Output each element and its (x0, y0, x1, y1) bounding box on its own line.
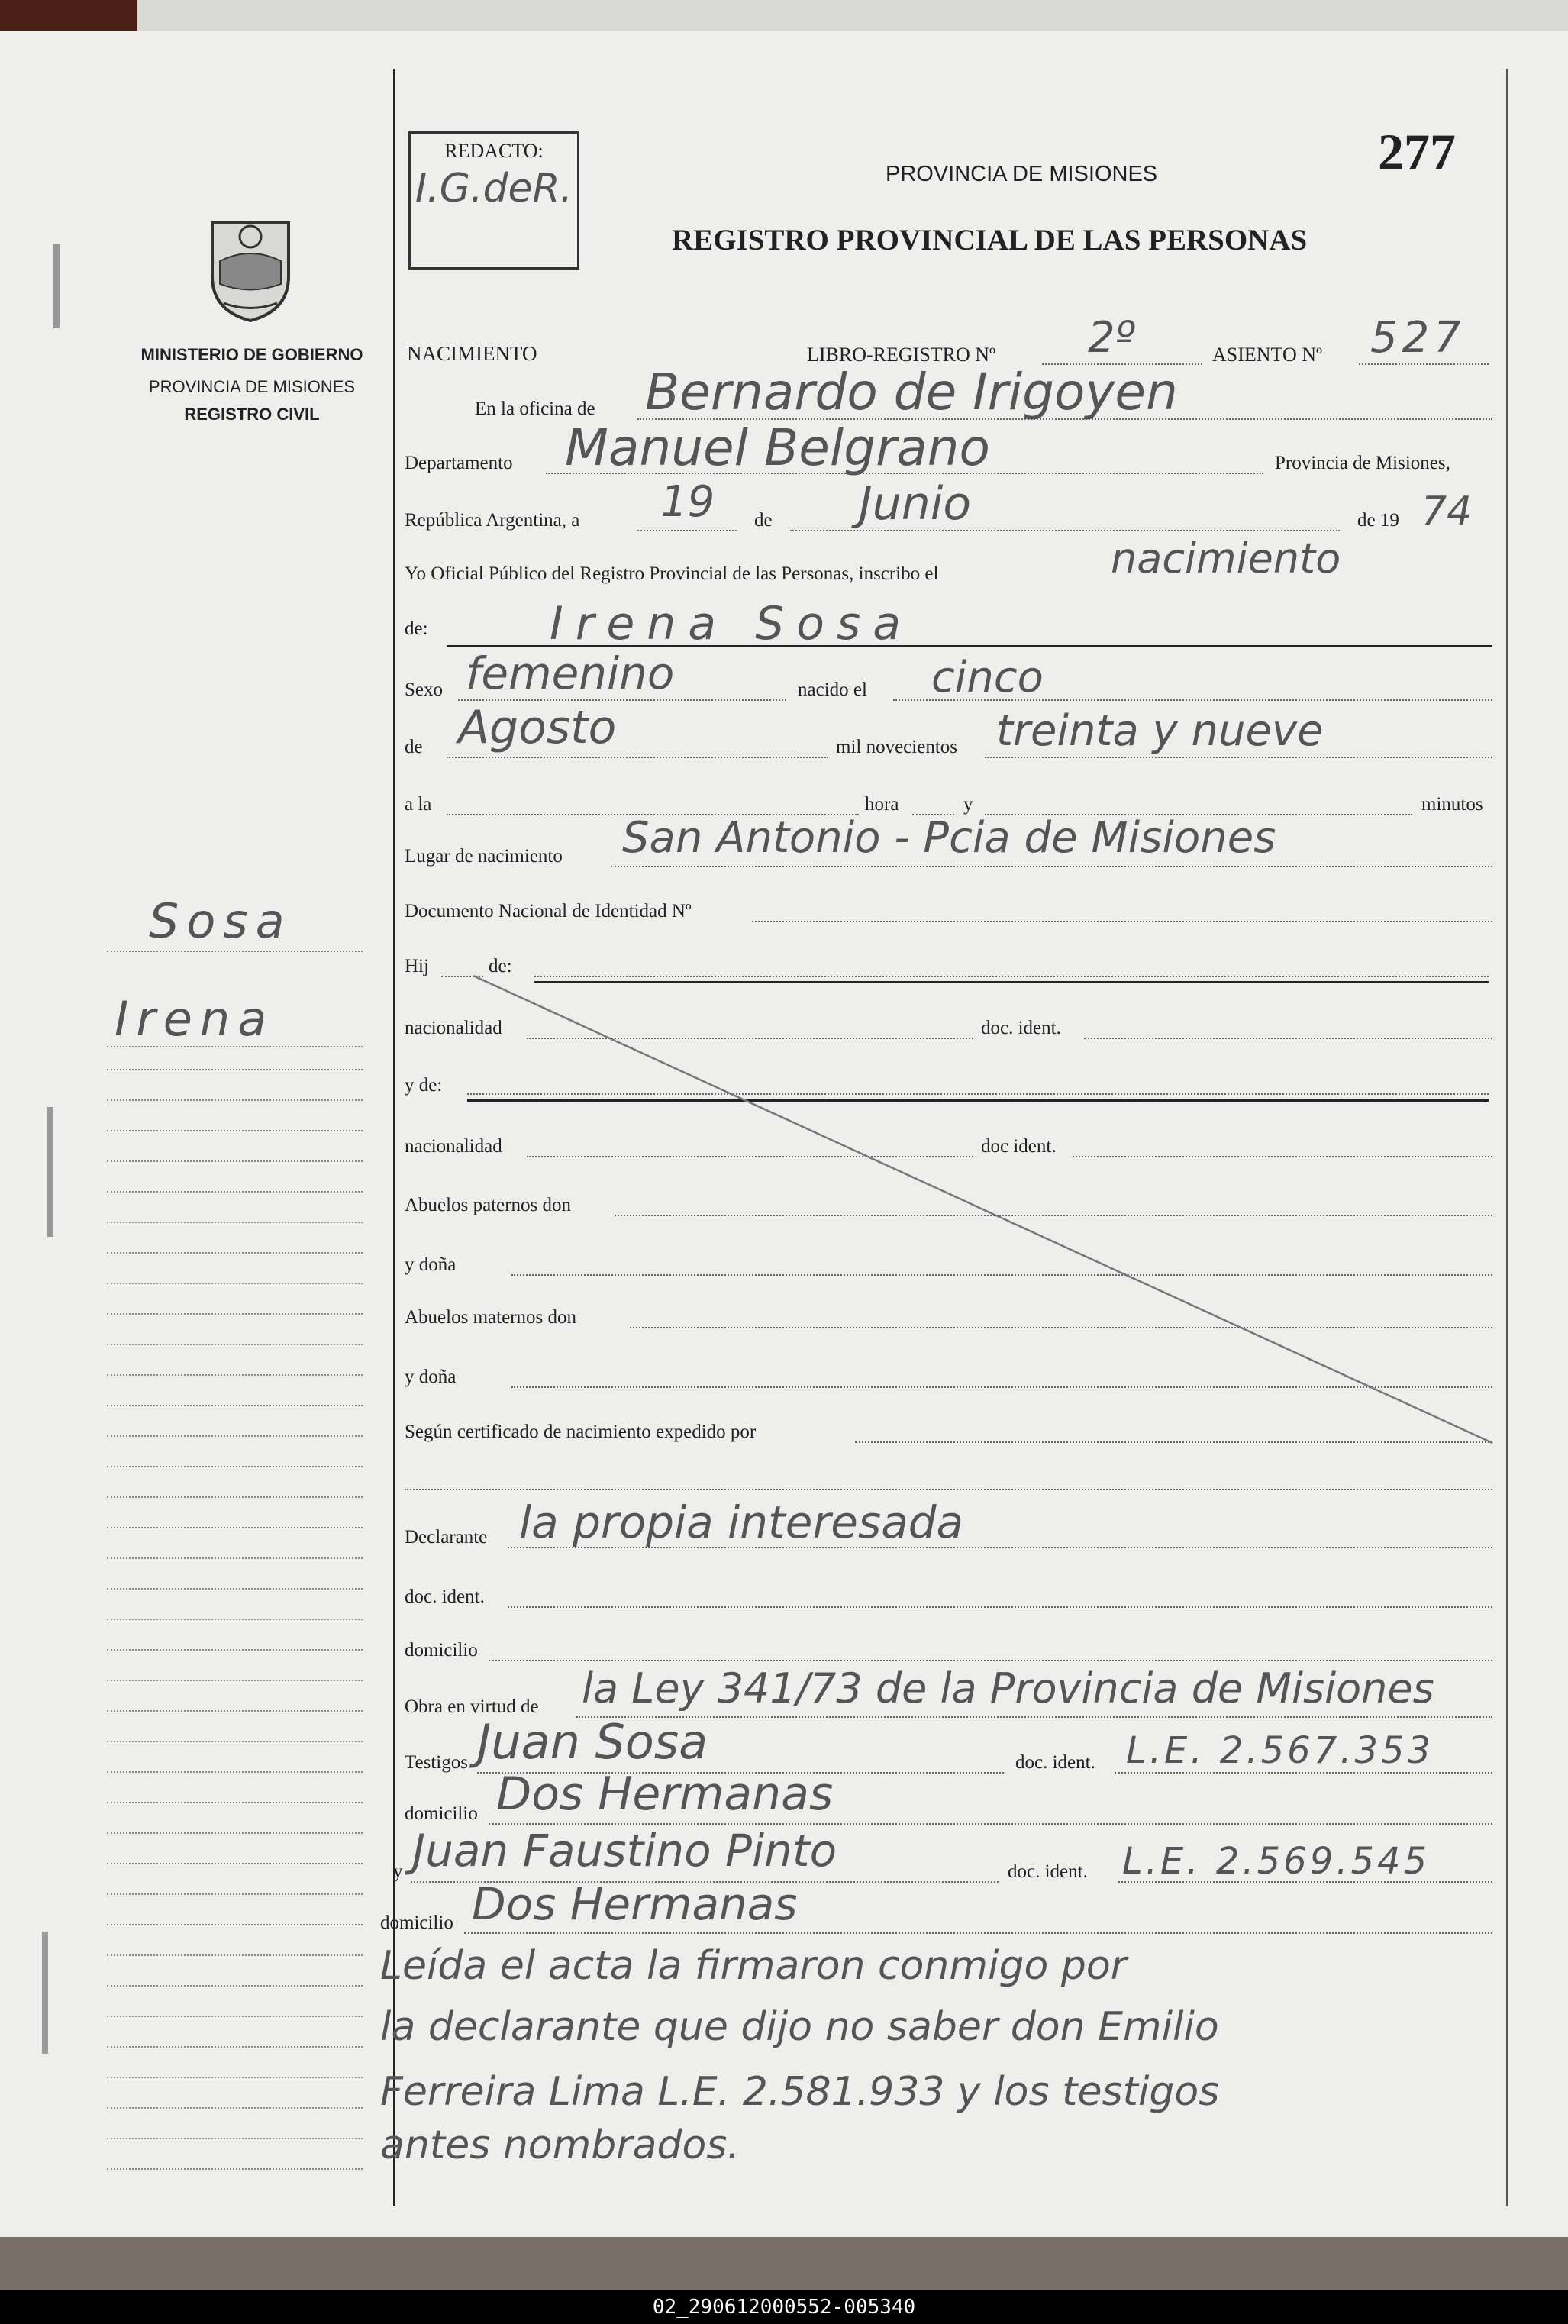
testigos-label: Testigos (405, 1752, 468, 1773)
oficina-label: En la oficina de (475, 399, 595, 419)
testigo1-doc-line (1115, 1772, 1492, 1774)
republica-label: República Argentina, a (405, 510, 580, 531)
libro-label: LIBRO-REGISTRO Nº (807, 344, 996, 366)
day-value: 19 (660, 477, 715, 527)
obra-label: Obra en virtud de (405, 1696, 539, 1717)
docident4-label: doc. ident. (1015, 1752, 1095, 1773)
docident3-line (508, 1606, 1492, 1608)
stamp-label: REDACTO: (444, 140, 544, 162)
ydona1-label: y doña (405, 1254, 457, 1275)
testigo1-name: Juan Sosa (477, 1714, 708, 1770)
provincia-suffix: Provincia de Misiones, (1275, 453, 1450, 473)
mil-label: mil novecientos (836, 737, 957, 757)
page-number: 277 (1378, 123, 1456, 181)
docident5-label: doc. ident. (1008, 1861, 1088, 1882)
obra-line (576, 1716, 1492, 1718)
year-value: 74 (1421, 489, 1473, 534)
domicilio3-label: domicilio (380, 1912, 453, 1933)
image-caption: 02_290612000552-005340 (0, 2290, 1568, 2324)
margin-given-name: Irena (115, 991, 275, 1047)
oficial-value: nacimiento (1111, 534, 1341, 583)
ministry-line: MINISTERIO DE GOBIERNO (140, 345, 363, 364)
docident3-label: doc. ident. (405, 1586, 485, 1607)
testigo2-doc: L.E. 2.569.545 (1122, 1840, 1431, 1883)
de2-label: de (405, 737, 423, 757)
nacido-label: nacido el (798, 679, 867, 700)
obra-value: la Ley 341/73 de la Provincia de Misiones (582, 1664, 1434, 1712)
de-label: de (754, 510, 773, 531)
lugar-label: Lugar de nacimiento (405, 846, 563, 867)
docident1-label: doc. ident. (981, 1018, 1061, 1038)
y2-label: y (393, 1861, 403, 1882)
registry-title: REGISTRO PROVINCIAL DE LAS PERSONAS (672, 224, 1308, 257)
departamento-value: Manuel Belgrano (565, 418, 990, 477)
ministry-registry: REGISTRO CIVIL (184, 405, 320, 424)
ministry-province: PROVINCIA DE MISIONES (148, 377, 356, 396)
birth-month-value: Agosto (458, 701, 617, 754)
oficina-value: Bernardo de Irigoyen (645, 363, 1178, 421)
declarante-value: la propia interesada (519, 1496, 964, 1548)
hij-de-label: de: (489, 956, 512, 976)
registered-name: Irena Sosa (550, 597, 913, 650)
testigo1-doc: L.E. 2.567.353 (1126, 1729, 1434, 1772)
asiento-label: ASIENTO Nº (1212, 344, 1323, 366)
ydona2-label: y doña (405, 1367, 457, 1387)
closing-line-1: Leída el acta la firmaron conmigo por (380, 1943, 1128, 1989)
sexo-label: Sexo (405, 679, 443, 700)
testigo1-domicilio: Dos Hermanas (496, 1767, 834, 1821)
domicilio1-line (489, 1660, 1492, 1661)
hora-label: hora (865, 794, 899, 815)
lugar-value: San Antonio - Pcia de Misiones (622, 813, 1276, 863)
segun-label: Según certificado de nacimiento expedido por (405, 1422, 757, 1442)
departamento-label: Departamento (405, 453, 513, 473)
sexo-value: femenino (466, 647, 675, 699)
closing-line-3: Ferreira Lima L.E. 2.581.933 y los testigos (380, 2069, 1220, 2115)
de-name-label: de: (405, 618, 428, 639)
record-type: NACIMIENTO (407, 342, 537, 365)
abuelos-paternos-label: Abuelos paternos don (405, 1195, 572, 1215)
closing-line-4: antes nombrados. (380, 2122, 740, 2168)
testigo2-name: Juan Faustino Pinto (412, 1825, 837, 1877)
domicilio3-line (464, 1932, 1492, 1934)
asiento-value: 527 (1370, 313, 1466, 363)
nacido-value: cinco (931, 653, 1044, 702)
declarante-label: Declarante (405, 1527, 488, 1548)
margin-surname: Sosa (149, 893, 292, 949)
y-label: y (963, 794, 973, 815)
minutos-label: minutos (1421, 794, 1483, 815)
abuelos-maternos-label: Abuelos maternos don (405, 1307, 576, 1328)
documento-label: Documento Nacional de Identidad Nº (405, 901, 692, 922)
nacionalidad1-label: nacionalidad (405, 1018, 502, 1038)
oficial-text: Yo Oficial Público del Registro Provincial de las Personas, inscribo el (405, 563, 939, 584)
year-prefix: de 19 (1357, 510, 1399, 531)
month-value: Junio (859, 477, 972, 531)
yde-label: y de: (405, 1075, 443, 1096)
docident2-label: doc ident. (981, 1136, 1057, 1157)
ala-label: a la (405, 794, 432, 815)
domicilio1-label: domicilio (405, 1640, 478, 1661)
libro-value: 2º (1088, 313, 1136, 363)
mil-value: treinta y nueve (996, 706, 1324, 756)
hij-label: Hij (405, 956, 429, 976)
province-title: PROVINCIA DE MISIONES (886, 162, 1158, 186)
closing-line-2: la declarante que dijo no saber don Emilio (380, 2004, 1219, 2050)
stamp-value: I.G.deR. (415, 166, 573, 211)
testigo2-domicilio: Dos Hermanas (472, 1878, 798, 1930)
domicilio2-label: domicilio (405, 1803, 478, 1824)
nacionalidad2-label: nacionalidad (405, 1136, 502, 1157)
